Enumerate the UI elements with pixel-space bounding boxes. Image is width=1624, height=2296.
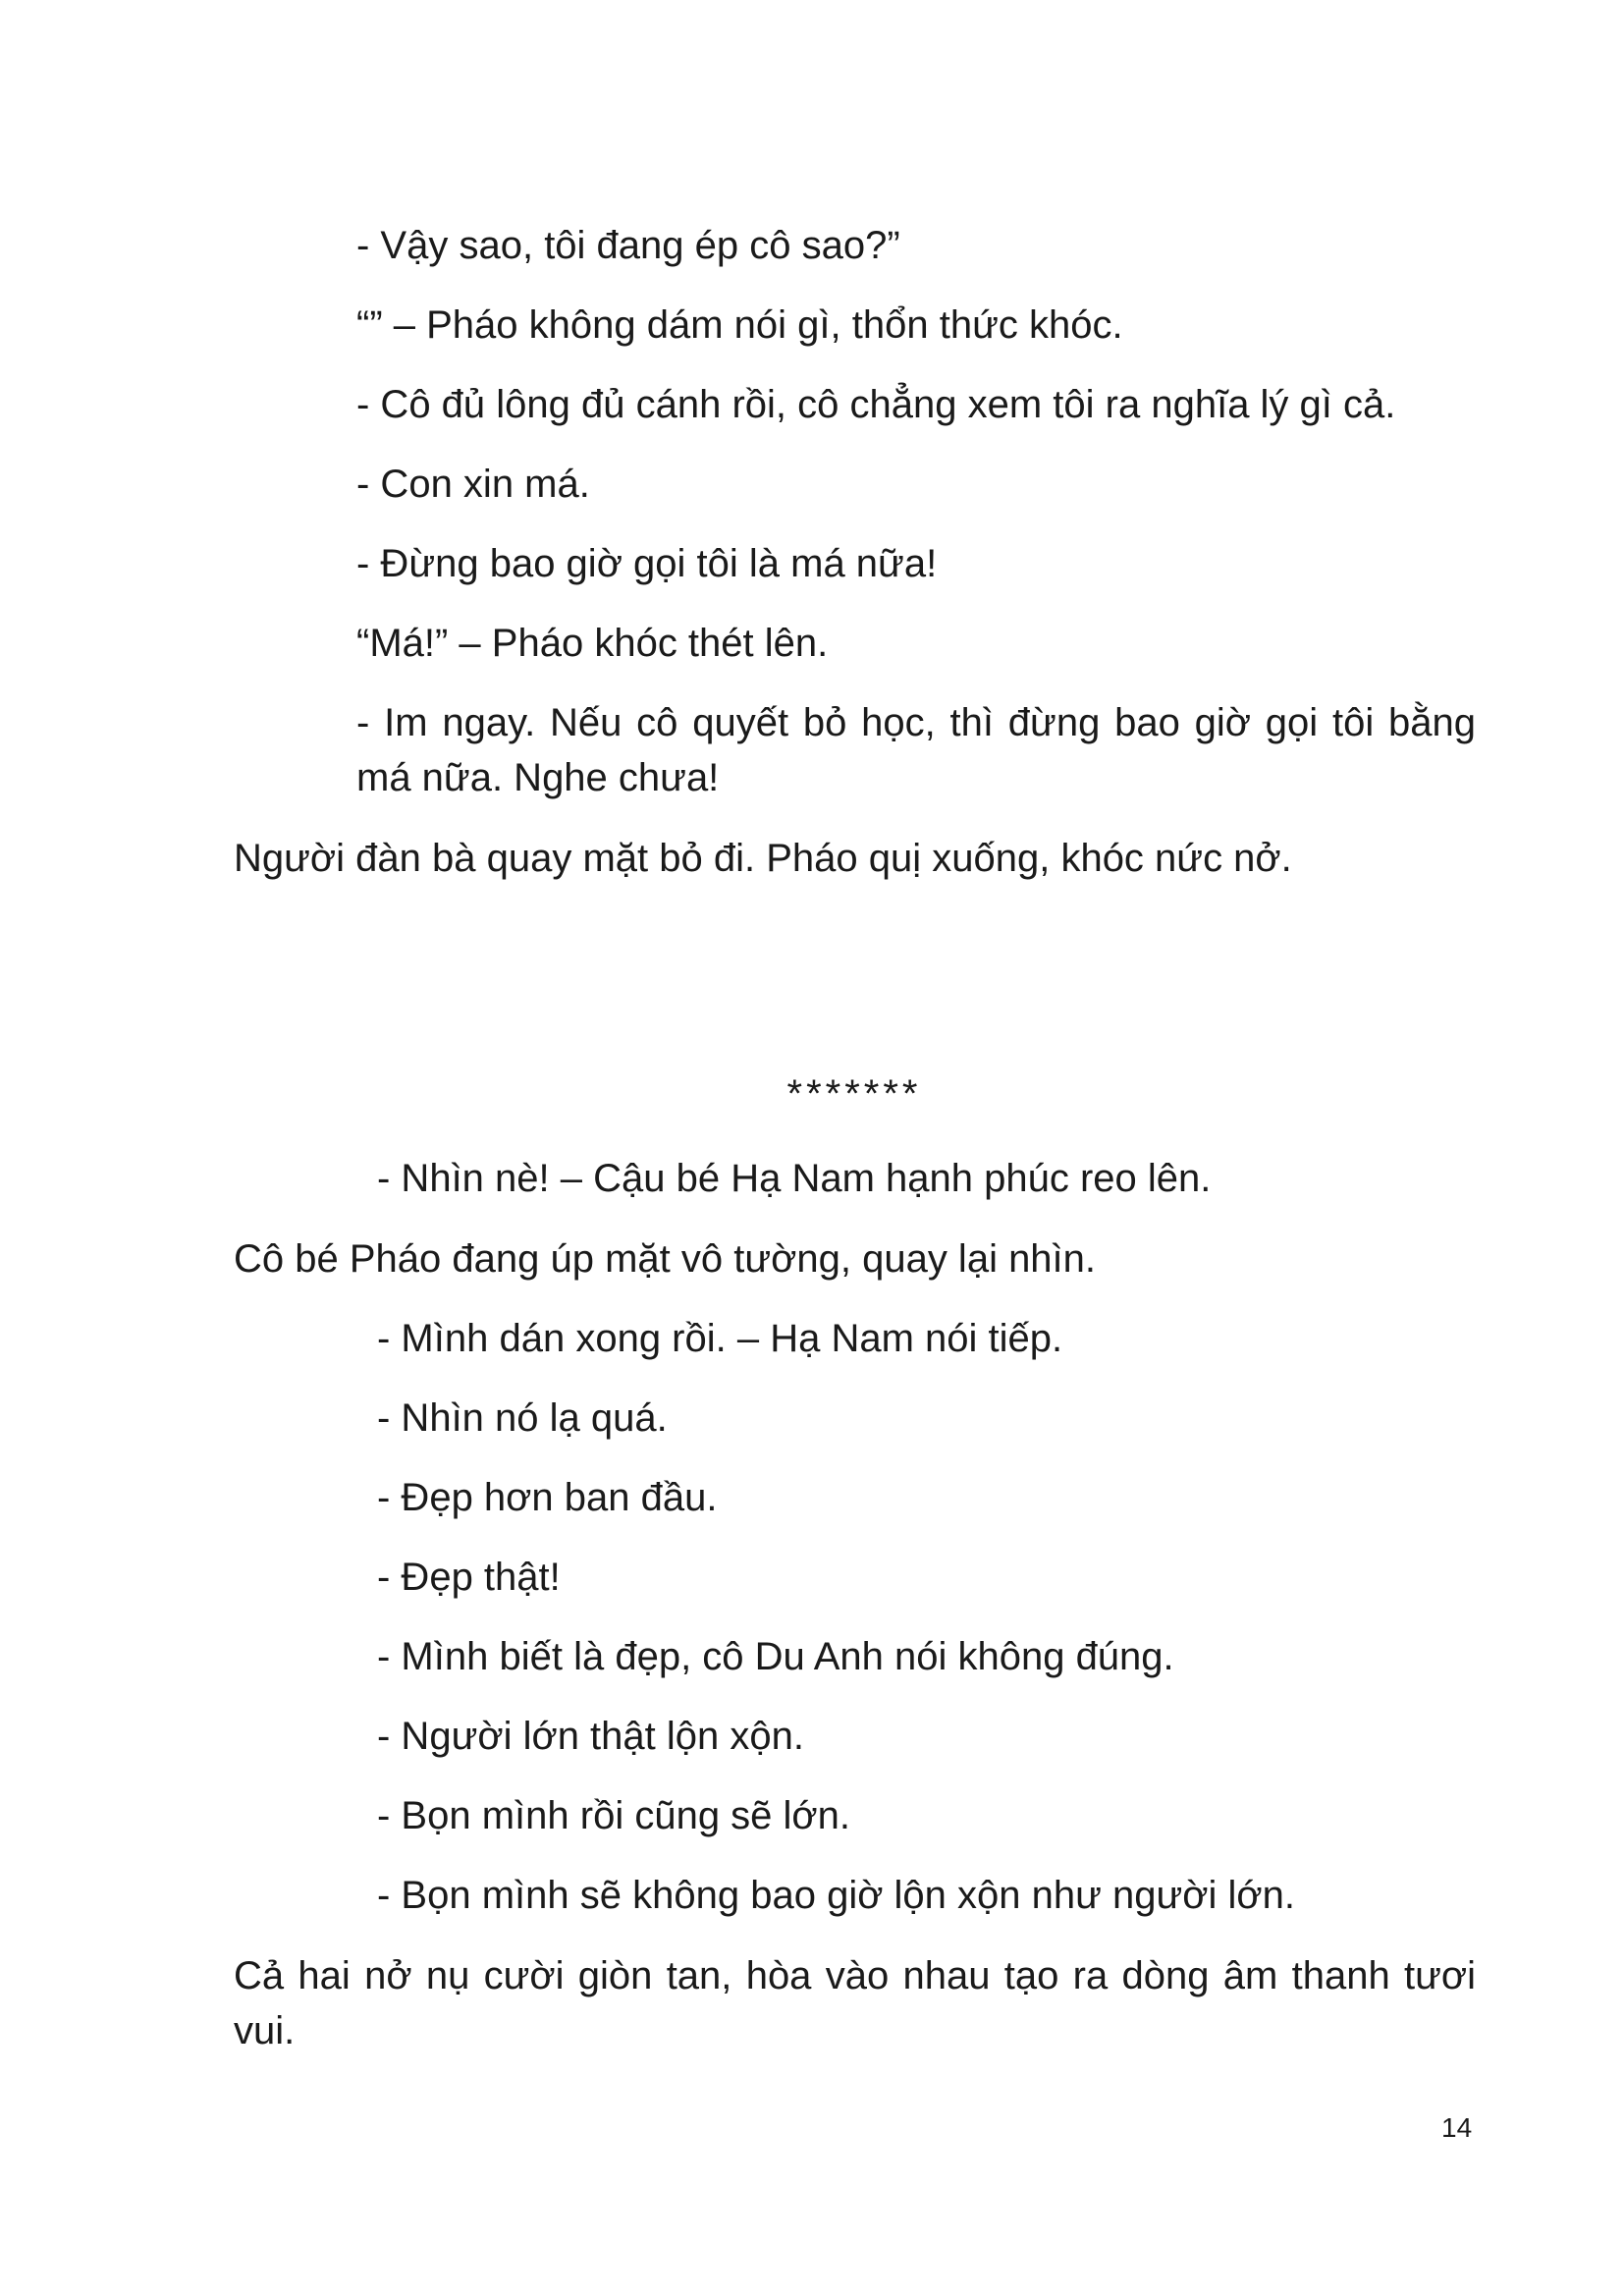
dialogue-line: - Nhìn nó lạ quá. xyxy=(377,1396,668,1440)
dialogue-line: - Đẹp hơn ban đầu. xyxy=(377,1476,718,1519)
dialogue-line: - Bọn mình sẽ không bao giờ lộn xộn như người lớn. xyxy=(377,1874,1295,1917)
dialogue-line: - Cô đủ lông đủ cánh rồi, cô chẳng xem tôi ra nghĩa lý gì cả. xyxy=(356,383,1396,426)
narration-paragraph: Cô bé Pháo đang úp mặt vô tường, quay lại nhìn. xyxy=(234,1237,1097,1281)
dialogue-line: - Đẹp thật! xyxy=(377,1556,561,1599)
narration-paragraph: Người đàn bà quay mặt bỏ đi. Pháo quị xuống, khóc nức nở. xyxy=(234,837,1292,880)
narration-paragraph: Cả hai nở nụ cười giòn tan, hòa vào nhau tạo ra dòng âm thanh tươi vui. xyxy=(234,1954,1476,2052)
dialogue-line: - Im ngay. Nếu cô quyết bỏ học, thì đừng bao giờ gọi tôi bằng má nữa. Nghe chưa! xyxy=(356,701,1476,799)
dialogue-line: - Người lớn thật lộn xộn. xyxy=(377,1715,804,1758)
dialogue-line: - Bọn mình rồi cũng sẽ lớn. xyxy=(377,1794,851,1837)
dialogue-line: - Đừng bao giờ gọi tôi là má nữa! xyxy=(356,542,938,585)
dialogue-line: - Mình dán xong rồi. – Hạ Nam nói tiếp. xyxy=(377,1317,1063,1360)
section-separator: ******* xyxy=(786,1072,922,1116)
dialogue-line: - Con xin má. xyxy=(356,463,590,506)
dialogue-line: - Mình biết là đẹp, cô Du Anh nói không đúng. xyxy=(377,1635,1174,1678)
dialogue-line: “” – Pháo không dám nói gì, thổn thức khóc. xyxy=(356,303,1123,347)
dialogue-line: “Má!” – Pháo khóc thét lên. xyxy=(356,622,829,665)
dialogue-line: - Nhìn nè! – Cậu bé Hạ Nam hạnh phúc reo lên. xyxy=(377,1157,1212,1200)
dialogue-line: - Vậy sao, tôi đang ép cô sao?” xyxy=(356,224,900,267)
page-number: 14 xyxy=(1441,2112,1473,2143)
